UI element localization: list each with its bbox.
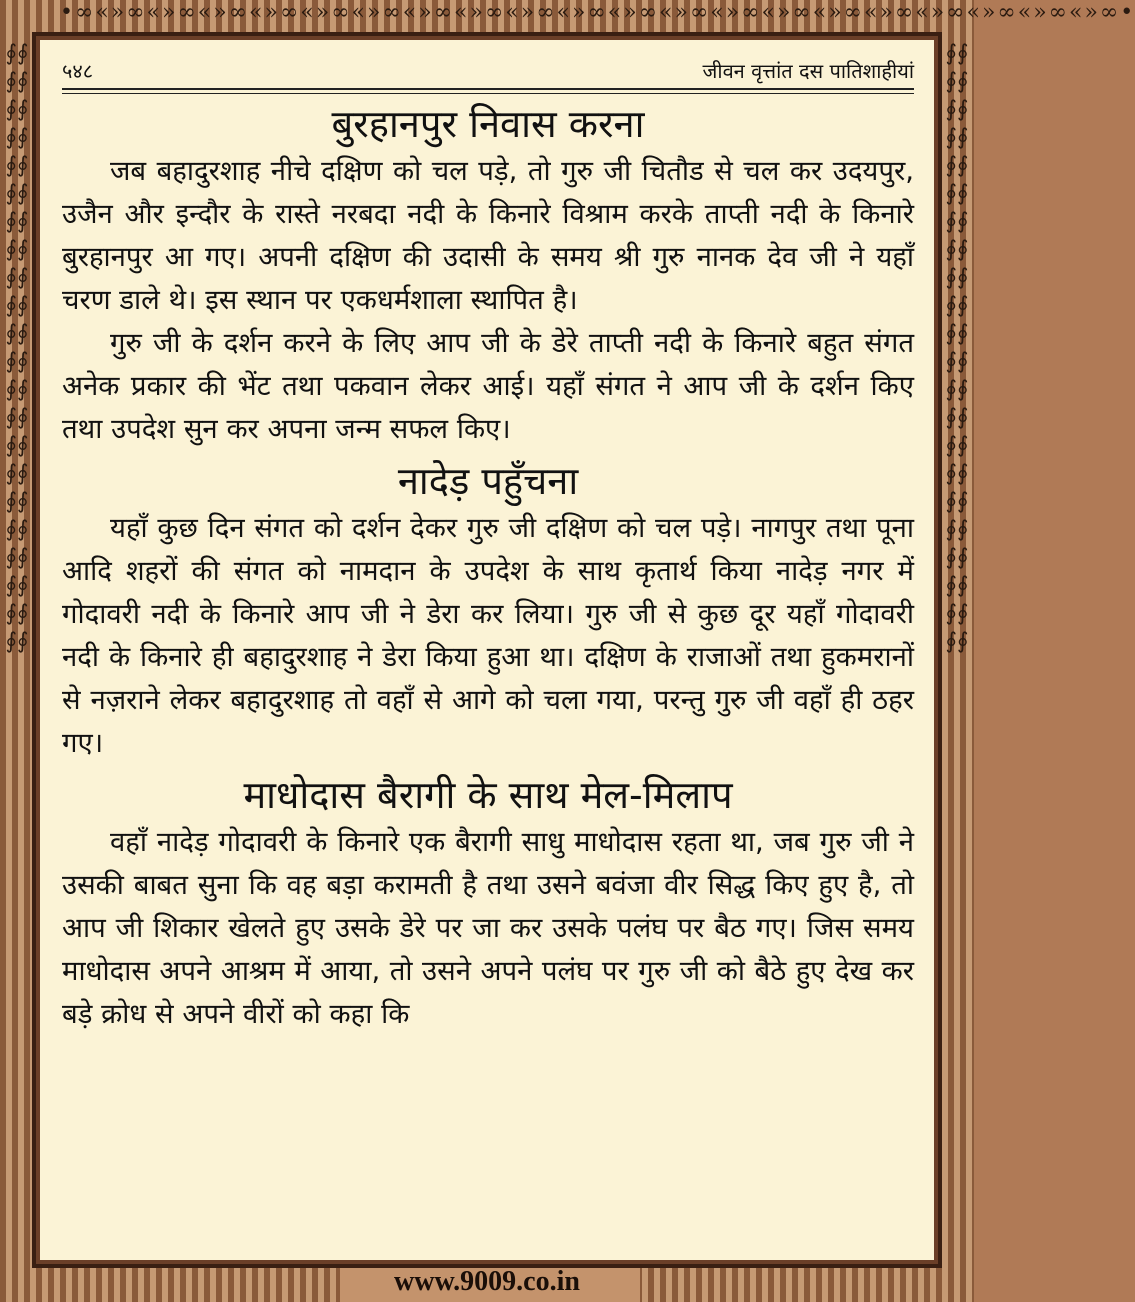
- paragraph: गुरु जी के दर्शन करने के लिए आप जी के डेरे ताप्ती नदी के किनारे बहुत संगत अनेक प्रकार की भेंट तथा पकवान लेकर आई। यहाँ संगत ने आप जी के दर्शन किए तथा उपदेश सुन कर अपना जन्म सफल किए।: [62, 327, 914, 445]
- section-heading: नादेड़ पहुँचना: [397, 459, 579, 503]
- section-heading: बुरहानपुर निवास करना: [331, 102, 645, 146]
- page-number: ५४८: [62, 59, 94, 83]
- right-ornament-border: ∮∮∮∮∮∮∮∮∮∮∮∮∮∮∮∮∮∮∮∮∮∮∮∮∮∮∮∮∮∮∮∮∮∮∮∮∮∮∮∮∮∮∮∮: [945, 41, 969, 654]
- website-url[interactable]: www.9009.co.in: [394, 1266, 580, 1297]
- left-ornament-border: ∮∮∮∮∮∮∮∮∮∮∮∮∮∮∮∮∮∮∮∮∮∮∮∮∮∮∮∮∮∮∮∮∮∮∮∮∮∮∮∮∮∮∮∮: [5, 41, 29, 654]
- paragraph: वहाँ नादेड़ गोदावरी के किनारे एक बैरागी साधु माधोदास रहता था, जब गुरु जी ने उसकी बाबत सुना कि वह बड़ा करामती है तथा उसने बवंजा वीर सिद्ध किए हुए है, तो आप जी शिकार खेलते हुए उसके डेरे पर जा कर उसके पलंघ पर बैठ गए। जिस समय माधोदास अपने आश्रम में आया, तो उसने अपने पलंघ पर गुरु जी को बैठे हुए देख कर बड़े क्रोध से अपने वीरों को कहा कि: [62, 826, 914, 1030]
- book-title: जीवन वृत्तांत दस पातिशाहीयां: [702, 59, 914, 83]
- paragraph: यहाँ कुछ दिन संगत को दर्शन देकर गुरु जी दक्षिण को चल पड़े। नागपुर तथा पूना आदि शहरों की संगत को नामदान के उपदेश के साथ कृतार्थ किया नादेड़ नगर में गोदावरी नदी के किनारे आप जी ने डेरा कर लिया। गुरु जी से कुछ दूर यहाँ गोदावरी नदी के किनारे ही बहादुरशाह ने डेरा किया हुआ था। दक्षिण के राजाओं तथा हुकमरानों से नज़राने लेकर बहादुरशाह तो वहाँ से आगे को चला गया, परन्तु गुरु जी वहाँ ही ठहर गए।: [62, 512, 914, 759]
- top-ornament-border: •∞«»∞«»∞«»∞«»∞«»∞«»∞«»∞«»∞«»∞«»∞«»∞«»∞«»∞«»∞«»∞«»∞«»∞«»∞«»∞«»∞•: [60, 0, 1135, 25]
- page-header: [62, 54, 914, 90]
- section-heading: माधोदास बैरागी के साथ मेल-मिलाप: [243, 773, 733, 817]
- paragraph: जब बहादुरशाह नीचे दक्षिण को चल पड़े, तो गुरु जी चितौड से चल कर उदयपुर, उजैन और इन्दौर के रास्ते नरबदा नदी के किनारे विश्राम करके ताप्ती नदी के किनारे बुरहानपुर आ गए। अपनी दक्षिण की उदासी के समय श्री गुरु नानक देव जी ने यहाँ चरण डाले थे। इस स्थान पर एकधर्मशाला स्थापित है।: [62, 155, 914, 316]
- header-rule: [62, 93, 914, 94]
- book-page: [40, 40, 934, 1260]
